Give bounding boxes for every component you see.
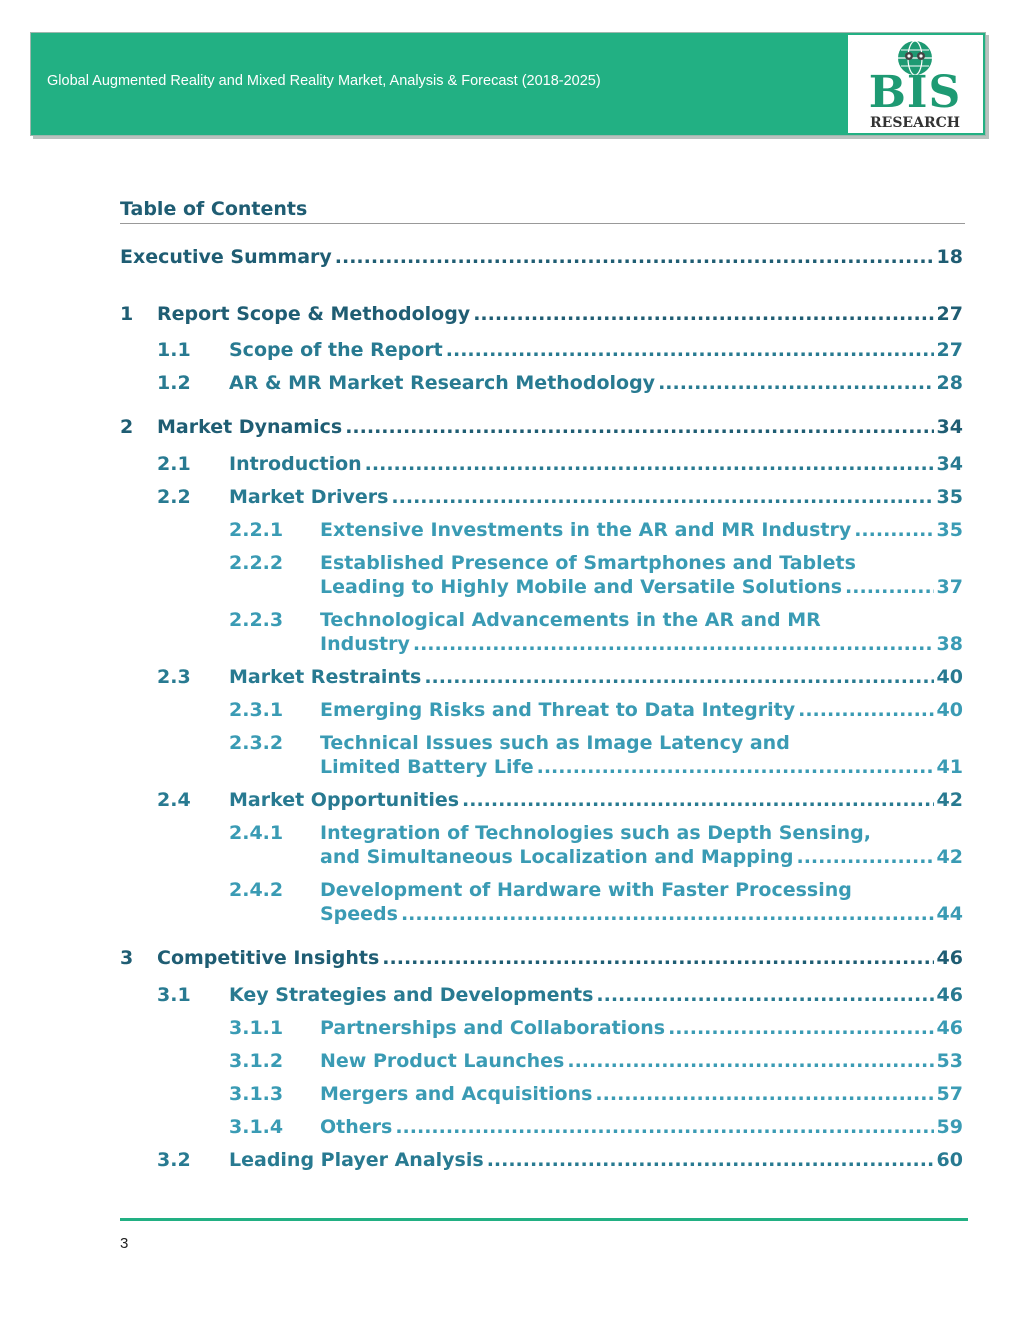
toc-entry-label: New Product Launches — [320, 1050, 565, 1072]
toc-entry-2-2[interactable] — [229, 486, 963, 508]
toc-leader-dots — [487, 1149, 934, 1171]
toc-entry-2-4-2[interactable] — [320, 903, 963, 925]
toc-page-number: 37 — [936, 576, 963, 598]
toc-entry-1-2[interactable] — [229, 372, 963, 394]
toc-section-number: 2 — [120, 416, 134, 438]
toc-section-number: 2.4.2 — [229, 879, 284, 901]
toc-entry-label: Market Dynamics — [157, 416, 343, 438]
toc-entry-3-1-3[interactable] — [320, 1083, 963, 1105]
toc-entry-label: Industry — [320, 633, 410, 655]
toc-entry-label: Others — [320, 1116, 393, 1138]
toc-leader-dots — [668, 1017, 933, 1039]
toc-page-number: 27 — [936, 303, 963, 325]
toc-section-number: 2.2.3 — [229, 609, 284, 631]
toc-leader-dots — [391, 486, 933, 508]
toc-entry-2-4-1[interactable] — [320, 846, 963, 868]
toc-entry-label: Limited Battery Life — [320, 756, 534, 778]
toc-page-number: 46 — [936, 1017, 963, 1039]
toc-section-number: 2.2.2 — [229, 552, 284, 574]
toc-page-number: 40 — [936, 666, 963, 688]
toc-section-number: 2.1 — [157, 453, 191, 475]
toc-entry-label: Emerging Risks and Threat to Data Integrity — [320, 699, 796, 721]
toc-entry-1[interactable] — [157, 303, 963, 325]
toc-entry-2-2-3[interactable] — [320, 633, 963, 655]
toc-section-number: 1.1 — [157, 339, 191, 361]
toc-leader-dots — [446, 339, 934, 361]
logo-research-text: RESEARCH — [870, 115, 960, 131]
bis-research-logo — [848, 35, 983, 133]
toc-entry-2-1[interactable] — [229, 453, 963, 475]
toc-section-number: 2.3.2 — [229, 732, 284, 754]
toc-section-number: 2.3.1 — [229, 699, 284, 721]
footer-divider — [120, 1218, 968, 1221]
toc-page-number: 46 — [936, 947, 963, 969]
toc-leader-dots — [462, 789, 934, 811]
toc-page-number: 34 — [936, 453, 963, 475]
toc-section-number: 1.2 — [157, 372, 191, 394]
toc-entry-label: Partnerships and Collaborations — [320, 1017, 666, 1039]
toc-page-number: 27 — [936, 339, 963, 361]
toc-heading: Table of Contents — [120, 198, 308, 220]
toc-page-number: 38 — [936, 633, 963, 655]
toc-entry-label: Market Restraints — [229, 666, 422, 688]
toc-section-number: 3.1.2 — [229, 1050, 284, 1072]
toc-entry-3-1[interactable] — [229, 984, 963, 1006]
toc-page-number: 41 — [936, 756, 963, 778]
toc-entry-2-3-1[interactable] — [320, 699, 963, 721]
toc-leader-dots — [596, 984, 933, 1006]
toc-section-number: 3.1.1 — [229, 1017, 284, 1039]
toc-leader-dots — [537, 756, 934, 778]
toc-leader-dots — [854, 519, 933, 541]
toc-entry-3-1-4[interactable] — [320, 1116, 963, 1138]
toc-section-number: 3.1.3 — [229, 1083, 284, 1105]
toc-page-number: 18 — [936, 246, 963, 268]
toc-entry-label: Speeds — [320, 903, 398, 925]
toc-entry-label: Leading to Highly Mobile and Versatile Solutions — [320, 576, 843, 598]
logo-bis-text: BIS — [868, 67, 962, 118]
toc-leader-dots — [658, 372, 933, 394]
toc-entry-label: and Simultaneous Localization and Mapping — [320, 846, 794, 868]
toc-entry-label-line1[interactable]: Established Presence of Smartphones and Tablets — [320, 552, 856, 574]
toc-entry-label: Mergers and Acquisitions — [320, 1083, 593, 1105]
toc-entry-2-3-2[interactable] — [320, 756, 963, 778]
toc-entry-label: Executive Summary — [120, 246, 332, 268]
toc-entry-label-line1[interactable]: Integration of Technologies such as Depth Sensing, — [320, 822, 871, 844]
toc-leader-dots — [395, 1116, 933, 1138]
toc-page-number: 59 — [936, 1116, 963, 1138]
toc-entry-label: Report Scope & Methodology — [157, 303, 471, 325]
toc-entry-3-1-2[interactable] — [320, 1050, 963, 1072]
toc-leader-dots — [413, 633, 934, 655]
report-header — [30, 32, 986, 136]
toc-page-number: 28 — [936, 372, 963, 394]
toc-page-number: 34 — [936, 416, 963, 438]
toc-entry-3-2[interactable] — [229, 1149, 963, 1171]
toc-leader-dots — [365, 453, 934, 475]
toc-page-number: 46 — [936, 984, 963, 1006]
toc-leader-dots — [595, 1083, 933, 1105]
toc-section-number: 3.1.4 — [229, 1116, 284, 1138]
toc-divider — [120, 223, 965, 224]
toc-entry-label: Market Opportunities — [229, 789, 460, 811]
toc-entry-label: Scope of the Report — [229, 339, 443, 361]
toc-leader-dots — [335, 246, 934, 268]
toc-leader-dots — [567, 1050, 933, 1072]
toc-entry-1-1[interactable] — [229, 339, 963, 361]
toc-entry-label: AR & MR Market Research Methodology — [229, 372, 656, 394]
toc-entry-2[interactable] — [157, 416, 963, 438]
toc-entry-label: Key Strategies and Developments — [229, 984, 594, 1006]
toc-section-number: 3.2 — [157, 1149, 191, 1171]
toc-page-number: 35 — [936, 519, 963, 541]
toc-page-number: 60 — [936, 1149, 963, 1171]
toc-entry-label-line1[interactable]: Technological Advancements in the AR and MR — [320, 609, 821, 631]
toc-leader-dots — [473, 303, 933, 325]
toc-entry-label: Extensive Investments in the AR and MR Industry — [320, 519, 852, 541]
toc-page-number: 53 — [936, 1050, 963, 1072]
toc-leader-dots — [345, 416, 933, 438]
toc-leader-dots — [401, 903, 934, 925]
toc-entry-label: Leading Player Analysis — [229, 1149, 484, 1171]
toc-entry-executive-summary[interactable] — [120, 246, 963, 268]
toc-section-number: 3 — [120, 947, 134, 969]
toc-page-number: 42 — [936, 789, 963, 811]
toc-leader-dots — [424, 666, 933, 688]
toc-entry-label-line1[interactable]: Development of Hardware with Faster Processing — [320, 879, 852, 901]
toc-section-number: 2.2 — [157, 486, 191, 508]
toc-leader-dots — [382, 947, 933, 969]
toc-entry-3[interactable] — [157, 947, 963, 969]
toc-section-number: 2.4 — [157, 789, 191, 811]
toc-page-number: 40 — [936, 699, 963, 721]
toc-entry-2-3[interactable] — [229, 666, 963, 688]
page-number: 3 — [120, 1235, 129, 1252]
toc-leader-dots — [797, 846, 934, 868]
toc-section-number: 1 — [120, 303, 134, 325]
toc-section-number: 3.1 — [157, 984, 191, 1006]
toc-leader-dots — [845, 576, 934, 598]
toc-page-number: 35 — [936, 486, 963, 508]
toc-leader-dots — [798, 699, 933, 721]
toc-page-number: 42 — [936, 846, 963, 868]
toc-entry-label: Introduction — [229, 453, 362, 475]
toc-section-number: 2.2.1 — [229, 519, 284, 541]
report-title: Global Augmented Reality and Mixed Reality Market, Analysis & Forecast (2018-2025) — [47, 73, 601, 89]
toc-entry-label: Market Drivers — [229, 486, 389, 508]
toc-entry-2-4[interactable] — [229, 789, 963, 811]
toc-entry-label-line1[interactable]: Technical Issues such as Image Latency and — [320, 732, 790, 754]
toc-page-number: 57 — [936, 1083, 963, 1105]
toc-page-number: 44 — [936, 903, 963, 925]
toc-entry-3-1-1[interactable] — [320, 1017, 963, 1039]
toc-entry-label: Competitive Insights — [157, 947, 380, 969]
toc-entry-2-2-1[interactable] — [320, 519, 963, 541]
toc-section-number: 2.3 — [157, 666, 191, 688]
toc-section-number: 2.4.1 — [229, 822, 284, 844]
toc-entry-2-2-2[interactable] — [320, 576, 963, 598]
